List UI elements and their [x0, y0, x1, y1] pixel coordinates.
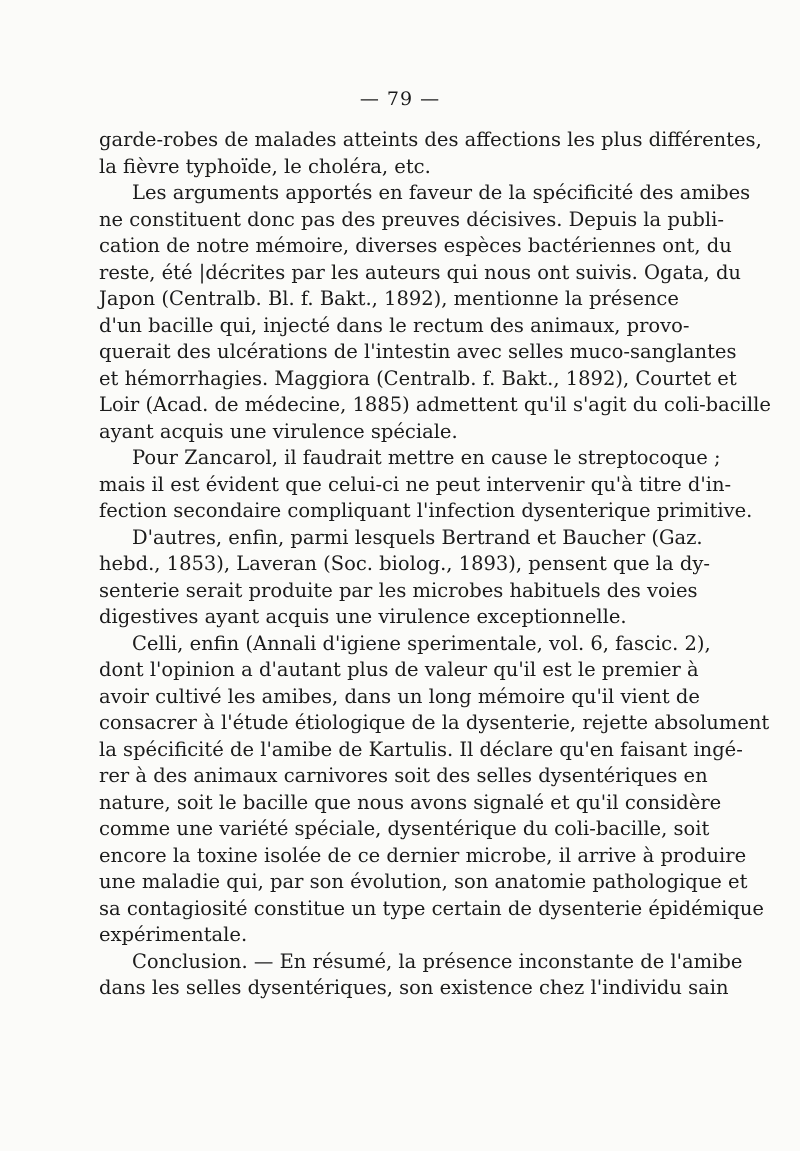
- text-line: fection secondaire compliquant l'infection dysenterique primitive.: [99, 499, 753, 522]
- text-line: digestives ayant acquis une virulence exceptionnelle.: [99, 605, 627, 628]
- text-line: Conclusion. — En résumé, la présence inconstante de l'amibe: [132, 949, 743, 973]
- text-line: Les arguments apportés en faveur de la spécificité des amibes: [132, 181, 751, 204]
- text-line: mais il est évident que celui-ci ne peut intervenir qu'à titre d'in-: [99, 472, 732, 496]
- text-line: encore la toxine isolée de ce dernier microbe, il arrive à produire: [99, 843, 747, 867]
- text-line: comme une variété spéciale, dysentérique du coli-bacille, soit: [99, 817, 710, 840]
- text-line: Loir (Acad. de médecine, 1885) admettent qu'il s'agit du coli-bacille: [99, 393, 771, 416]
- text-line: garde-robes de malades atteints des affections les plus différentes,: [99, 128, 762, 151]
- text-line: hebd., 1853), Laveran (Soc. biolog., 1893), pensent que la dy-: [99, 552, 710, 575]
- text-line: ne constituent donc pas des preuves décisives. Depuis la publi-: [99, 207, 724, 231]
- text-line: Japon (Centralb. Bl. f. Bakt., 1892), mentionne la présence: [99, 287, 679, 310]
- text-line: et hémorrhagies. Maggiora (Centralb. f. Bakt., 1892), Courtet et: [99, 366, 737, 390]
- text-line: Celli, enfin (Annali d'igiene sperimentale, vol. 6, fascic. 2),: [132, 631, 711, 655]
- text-line: la spécificité de l'amibe de Kartulis. Il déclare qu'en faisant ingé-: [99, 737, 743, 761]
- text-line: rer à des animaux carnivores soit des selles dysentériques en: [99, 764, 708, 787]
- text-line: dans les selles dysentériques, son existence chez l'individu sain: [99, 976, 729, 999]
- text-line: avoir cultivé les amibes, dans un long mémoire qu'il vient de: [99, 684, 700, 708]
- text-line: dont l'opinion a d'autant plus de valeur qu'il est le premier à: [99, 658, 699, 681]
- text-line: D'autres, enfin, parmi lesquels Bertrand et Baucher (Gaz.: [132, 525, 703, 549]
- text-line: une maladie qui, par son évolution, son anatomie pathologique et: [99, 870, 748, 893]
- text-line: d'un bacille qui, injecté dans le rectum des animaux, provo-: [99, 313, 690, 337]
- text-line: la fièvre typhoïde, le choléra, etc.: [99, 154, 431, 178]
- text-line: cation de notre mémoire, diverses espèces bactériennes ont, du: [99, 234, 732, 257]
- text-line: senterie serait produite par les microbes habituels des voies: [99, 578, 698, 602]
- page-number: — 79 —: [359, 88, 441, 110]
- text-line: expérimentale.: [99, 923, 248, 946]
- text-line: consacrer à l'étude étiologique de la dysenterie, rejette absolument: [99, 711, 770, 734]
- text-line: ayant acquis une virulence spéciale.: [99, 419, 458, 443]
- body-text: [99, 127, 771, 1002]
- text-line: Pour Zancarol, il faudrait mettre en cause le streptocoque ;: [132, 446, 721, 469]
- text-line: reste, été |décrites par les auteurs qui nous ont suivis. Ogata, du: [99, 260, 741, 284]
- text-line: nature, soit le bacille que nous avons signalé et qu'il considère: [99, 790, 722, 814]
- text-line: querait des ulcérations de l'intestin avec selles muco-sanglantes: [99, 340, 737, 363]
- text-line: sa contagiosité constitue un type certain de dysenterie épidémique: [99, 896, 764, 920]
